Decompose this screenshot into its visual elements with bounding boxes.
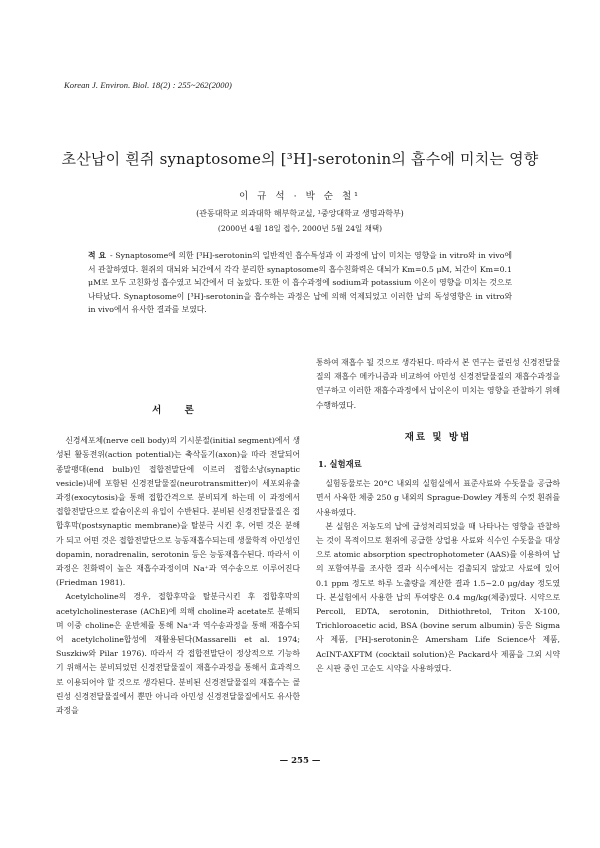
page-number: — 255 — xyxy=(279,756,321,766)
section-heading-methods: 재료 및 방법 xyxy=(404,431,472,443)
subsection-heading-materials: 1. 실험재료 xyxy=(318,459,362,470)
abstract-text: - Synaptosome에 의한 [³H]-serotonin의 일반적인 흡수특성과 이 과정에 납이 미치는 영향을 in vitro와 in vivo에서 관찰하였다. 흰쥐의 대뇌와 뇌간에서 각각 분리한 synaptosome의 흡수친화력은 대뇌가 Km=0.5 μM, 뇌간이 Km=0.1 μM로 모두 고친화성 흡수였고 뇌간에서 더 높았다. 또한 이 흡수과정에 sodium과 potassium 이온이 영향을 미치는 것으로 나타났다. Synaptosome이 [³H]-serotonin을 흡수하는 과정은 납에 의해 억제되었고 이러한 납의 독성영향은 in vitro와 in vivo에서 유사한 결과를 보였다. xyxy=(88,251,512,314)
abstract xyxy=(88,249,512,317)
right-column xyxy=(316,356,560,676)
section-heading-introduction: 서 론 xyxy=(152,405,204,416)
body-paragraph: 신경세포체(nerve cell body)의 기시분절(initial segment)에서 생성된 활동전위(action potential)는 축삭돌기(axon)을 따라 전달되어 종말팽대(end bulb)인 접합전말단에 이르러 접합소낭(synaptic vesicle)내에 포함된 신경전달물질(neurotransmitter)이 세포외유출과정(exocytosis)을 통해 접합간격으로 분비되게 하는데 이 과정에서 접합전말단으로 칼슘이온의 유입이 수반된다. 분비된 신경전달물질은 접합후막(postsynaptic membrane)을 탈분극 시킨 후, 어떤 것은 분해가 되고 어떤 것은 접합전말단으로 능동재흡수되는데 생물학적 아민성인 dopamin, noradrenalin, serotonin 등은 능동재흡수된다. 따라서 이 과정은 친화력이 높은 재흡수과정이며 Na⁺과 역수송으로 이루어진다(Friedman 1981). xyxy=(56,436,300,588)
abstract-label: 적 요 xyxy=(88,251,106,260)
article-affiliation: (관동대학교 의과대학 해부학교실, ¹중앙대학교 생명과학부) xyxy=(196,209,404,218)
article-dates: (2000년 4월 18일 접수, 2000년 5월 24일 채택) xyxy=(217,224,383,233)
left-column xyxy=(56,404,300,718)
article-authors: 이 규 석 · 박 순 철¹ xyxy=(238,191,361,202)
body-paragraph: Acetylcholine의 경우, 접합후막을 탈분극시킨 후 접합후막의 acetylcholinesterase (AChE)에 의해 choline과 acetate로 분해되며 이중 choline은 운반체를 통해 Na⁺과 역수송과정을 통해 재흡수되어 acetylcholine합성에 재활용된다(Massarelli et al. 1974; Suszkiw와 Pilar 1976). 따라서 각 접합전말단이 정상적으로 기능하기 위해서는 분비되었던 신경전달물질이 재흡수과정을 통해서 효과적으로 이용되어야 할 것으로 생각된다. 분비된 신경전달물질의 재흡수는 콜린성 신경전달물질에서 뿐만 아니라 아민성 신경전달물질에서도 유사한 과정을 xyxy=(56,592,300,716)
journal-citation: Korean J. Environ. Biol. 18(2) : 255~262(2000) xyxy=(64,80,232,90)
body-paragraph: 실험동물로는 20°C 내외의 실험실에서 표준사료와 수돗물을 공급하면서 사육한 체중 250 g 내외의 Sprague-Dowley 계통의 수컷 흰쥐를 사용하였다. xyxy=(316,479,560,517)
body-paragraph: 본 실험은 저농도의 납에 급성처리되었을 때 나타나는 영향을 관찰하는 것이 목적이므로 흰쥐에 공급한 상업용 사료와 식수인 수돗물을 대상으로 atomic absorption spectrophotometer (AAS)를 이용하여 납의 포함여부를 조사한 결과 식수에서는 검출되지 않았고 사료에 있어 0.1 ppm 정도로 하루 노출량을 계산한 결과 1.5~2.0 μg/day 정도였다. 본실험에서 사용한 납의 투여량은 0.4 mg/kg(체중)였다. 시약으로 Percoll, EDTA, serotonin, Dithiothretol, Triton X-100, Trichloroacetic acid, BSA (bovine serum albumin) 등은 Sigma사 제품, [³H]-serotonin은 Amersham Life Science사 제품, AcINT-AXFTM (cocktail solution)은 Packard사 제품을 그외 시약은 시판 중인 고순도 시약을 사용하였다. xyxy=(316,521,560,673)
body-paragraph-continued: 통하여 재흡수 될 것으로 생각된다. 따라서 본 연구는 콜린성 신경전달물질의 재흡수 메카니즘과 비교하여 아민성 신경전달물질의 재흡수과정을 연구하고 이러한 재흡수과정에서 납이온이 미치는 영향을 관찰하기 위해 수행하였다. xyxy=(316,358,560,410)
article-title: 초산납이 흰쥐 synaptosome의 [³H]-serotonin의 흡수에 미치는 영향 xyxy=(61,150,539,168)
